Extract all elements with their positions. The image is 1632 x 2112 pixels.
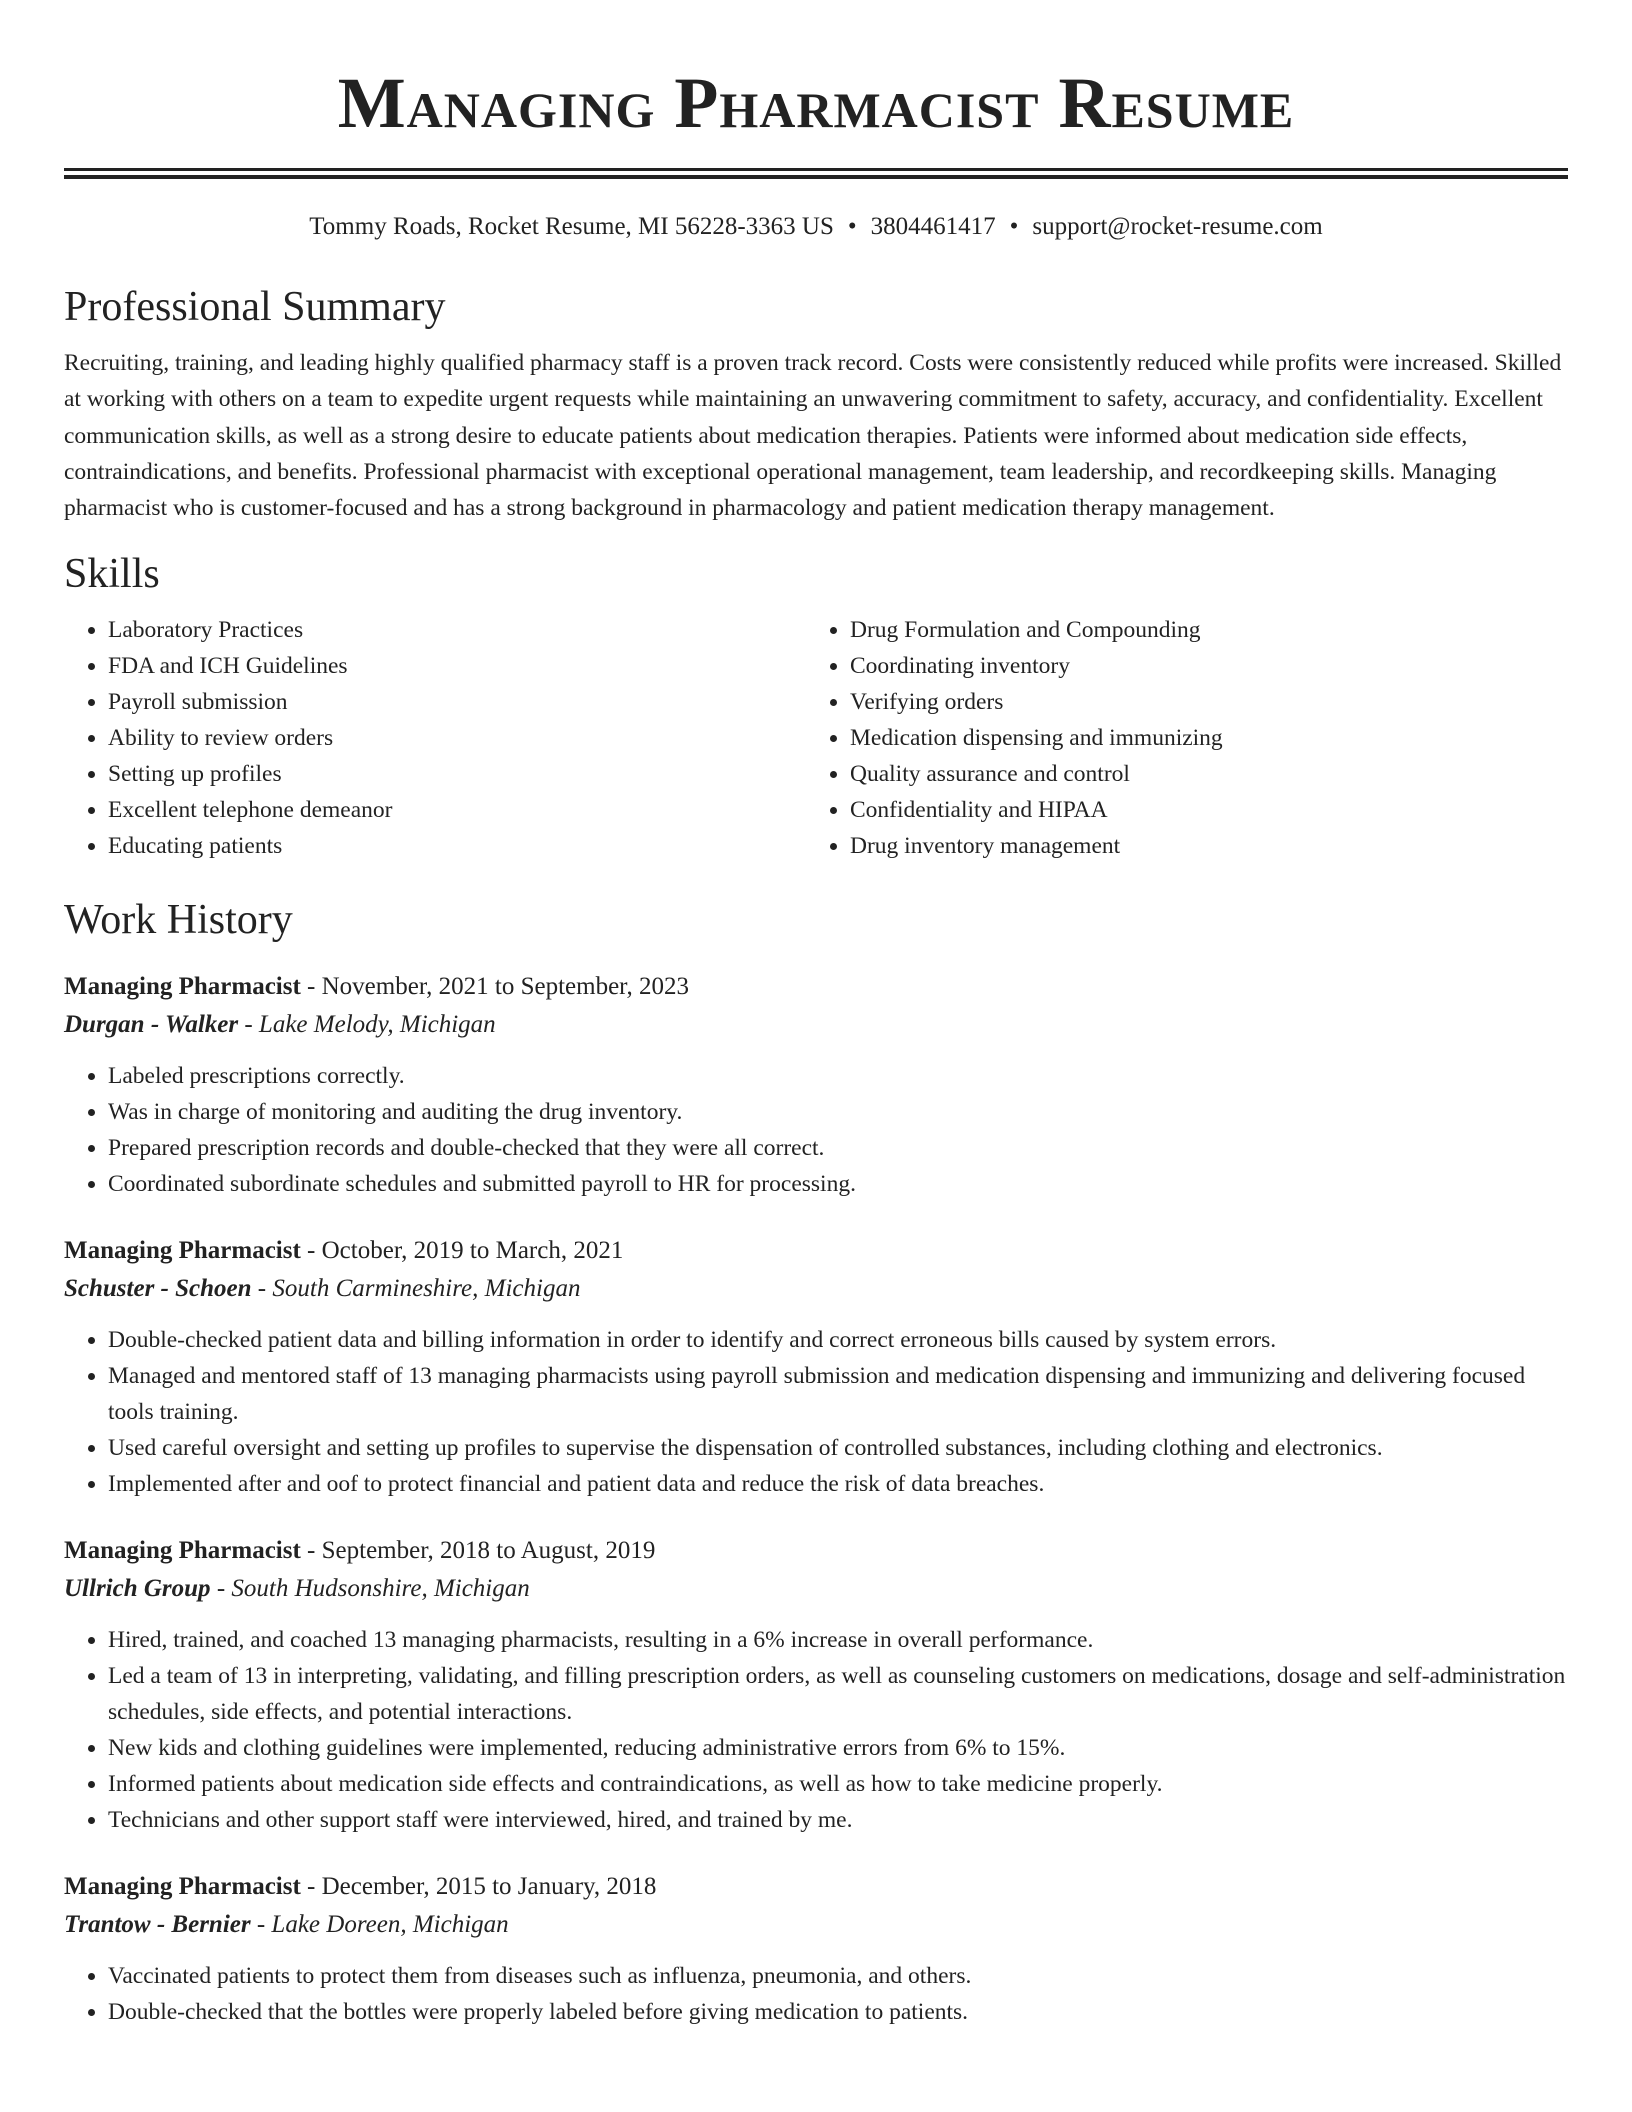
skills-heading: Skills [64,551,160,598]
job-title: Managing Pharmacist [64,1873,301,1901]
contact-separator: • [1009,213,1019,240]
job-bullets [64,1058,1568,1202]
job-entry [64,1232,1568,1502]
job-entry [64,1868,1568,2030]
skill-item: • Excellent telephone demeanor [108,792,806,828]
skill-item: • Laboratory Practices [108,612,806,648]
contact-line [64,209,1568,245]
skill-item: • Verifying orders [850,684,1548,720]
job-dates: - December, 2015 to January, 2018 [300,1873,657,1901]
job-bullet: • Implemented after and oof to protect financial and patient data and reduce the risk of data breaches. [108,1466,1568,1502]
company-name: Schuster - Schoen [64,1275,252,1303]
company-name: Trantow - Bernier [64,1911,251,1939]
job-bullet: • Led a team of 13 in interpreting, validating, and filling prescription orders, as well as counseling customers on medications, dosage and self-administration schedules, side effects, and potential interactions. [108,1658,1568,1730]
skill-item: • Drug Formulation and Compounding [850,612,1548,648]
job-entry [64,1532,1568,1838]
skill-item: • Setting up profiles [108,756,806,792]
summary-text: Recruiting, training, and leading highly qualified pharmacy staff is a proven track record. Costs were consistently reduced while profits were increased. Skilled at working with others on a team to expedite urgent requests while maintaining an unwavering commitment to safety, accuracy, and confidentiality. Excellent communication skills, as well as a strong desire to educate patients about medication therapies. Patients were informed about medication side effects, contraindications, and benefits. Professional pharmacist with exceptional operational management, team leadership, and recordkeeping skills. Managing pharmacist who is customer-focused and has a strong background in pharmacology and patient medication therapy management. [64,350,1562,522]
skill-item: • Ability to review orders [108,720,806,756]
company-line [64,1906,1568,1944]
skill-item: • Educating patients [108,828,806,864]
contact-address: Tommy Roads, Rocket Resume, MI 56228-3363 US [309,213,834,240]
job-title-line [64,968,1568,1006]
skill-item: • Payroll submission [108,684,806,720]
job-bullets [64,1322,1568,1502]
skill-item: • Coordinating inventory [850,648,1548,684]
company-line [64,1006,1568,1044]
job-title: Managing Pharmacist [64,973,301,1001]
job-dates: - October, 2019 to March, 2021 [300,1237,624,1265]
job-title: Managing Pharmacist [64,1537,301,1565]
company-location: - South Hudsonshire, Michigan [210,1575,530,1603]
company-location: - Lake Melody, Michigan [238,1011,496,1039]
company-name: Durgan - Walker [64,1011,239,1039]
job-bullet: • Managed and mentored staff of 13 managing pharmacists using payroll submission and medication dispensing and immunizing and delivering focused tools training. [108,1358,1568,1430]
skills-column-left [64,612,806,864]
job-bullet: • Informed patients about medication side effects and contraindications, as well as how to take medicine properly. [108,1766,1568,1802]
company-location: - South Carmineshire, Michigan [251,1275,581,1303]
company-line [64,1570,1568,1608]
skills-grid [64,612,1568,864]
skill-item: • Drug inventory management [850,828,1548,864]
page-title: Managing Pharmacist Resume [337,63,1295,143]
company-line [64,1270,1568,1308]
job-bullet: • Double-checked patient data and billing information in order to identify and correct erroneous bills caused by system errors. [108,1322,1568,1358]
job-bullet: • Prepared prescription records and double-checked that they were all correct. [108,1130,1568,1166]
job-title-line [64,1532,1568,1570]
job-bullet: • Technicians and other support staff were interviewed, hired, and trained by me. [108,1802,1568,1838]
summary-heading: Professional Summary [64,284,446,330]
contact-separator: • [847,213,857,240]
job-bullet: • Used careful oversight and setting up profiles to supervise the dispensation of controlled substances, including clothing and electronics. [108,1430,1568,1466]
job-bullet: • Vaccinated patients to protect them from diseases such as influenza, pneumonia, and others. [108,1958,1568,1994]
job-title-line [64,1868,1568,1906]
job-entry [64,968,1568,1202]
job-title-line [64,1232,1568,1270]
company-name: Ullrich Group [64,1575,211,1603]
job-bullet: • Coordinated subordinate schedules and submitted payroll to HR for processing. [108,1166,1568,1202]
skill-item: • Confidentiality and HIPAA [850,792,1548,828]
job-dates: - September, 2018 to August, 2019 [300,1537,656,1565]
contact-email: support@rocket-resume.com [1032,213,1323,240]
work-history-heading: Work History [64,897,293,944]
skill-item: • Medication dispensing and immunizing [850,720,1548,756]
job-bullet: • Labeled prescriptions correctly. [108,1058,1568,1094]
company-location: - Lake Doreen, Michigan [250,1911,509,1939]
job-bullets [64,1622,1568,1838]
skill-item: • Quality assurance and control [850,756,1548,792]
title-divider [64,168,1568,179]
job-bullet: • Was in charge of monitoring and auditing the drug inventory. [108,1094,1568,1130]
job-dates: - November, 2021 to September, 2023 [300,973,689,1001]
job-title: Managing Pharmacist [64,1237,301,1265]
job-bullets [64,1958,1568,2030]
job-bullet: • Double-checked that the bottles were properly labeled before giving medication to patients. [108,1994,1568,2030]
job-bullet: • New kids and clothing guidelines were implemented, reducing administrative errors from 6% to 15%. [108,1730,1568,1766]
skill-item: • FDA and ICH Guidelines [108,648,806,684]
skills-column-right [806,612,1548,864]
job-bullet: • Hired, trained, and coached 13 managing pharmacists, resulting in a 6% increase in overall performance. [108,1622,1568,1658]
contact-phone: 3804461417 [870,213,996,240]
